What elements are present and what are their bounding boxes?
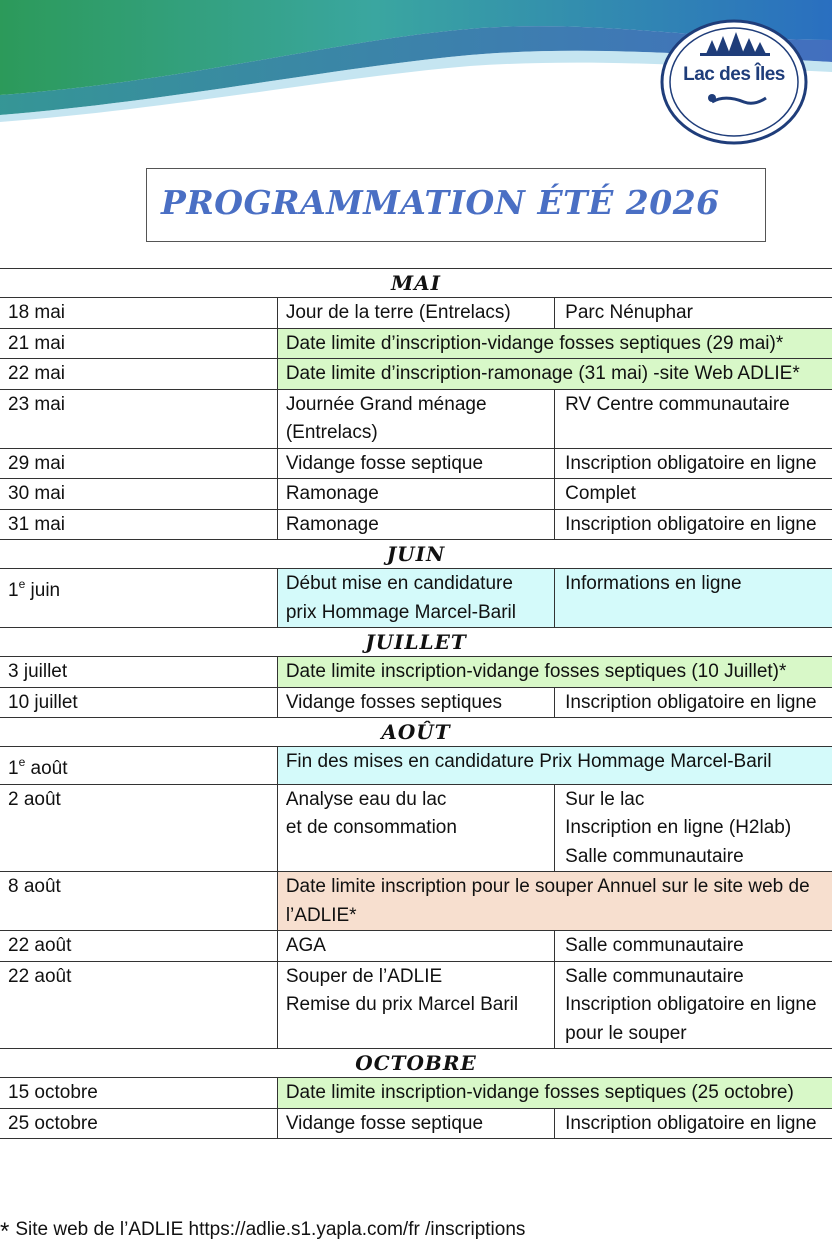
date-cell <box>0 747 277 785</box>
month-row-mai <box>0 269 832 298</box>
event-cell: Date limite inscription-vidange fosses septiques (10 Juillet)* <box>277 657 832 688</box>
date-cell: 8 août <box>0 872 277 931</box>
event-cell: Ramonage <box>277 509 554 540</box>
date-number: 1 <box>8 580 19 601</box>
table-row <box>0 359 832 390</box>
table-row <box>0 298 832 329</box>
month-row-juin <box>0 540 832 569</box>
place-cell: Inscription obligatoire en ligne <box>555 448 832 479</box>
event-cell: Date limite d’inscription-vidange fosses septiques (29 mai)* <box>277 328 832 359</box>
date-cell: 22 mai <box>0 359 277 390</box>
table-row <box>0 448 832 479</box>
table-row <box>0 687 832 718</box>
event-cell: Journée Grand ménage (Entrelacs) <box>277 389 554 448</box>
table-row <box>0 389 832 448</box>
event-cell <box>277 784 554 872</box>
table-row <box>0 657 832 688</box>
date-cell: 31 mai <box>0 509 277 540</box>
place-cell: Salle communautaire <box>555 931 832 962</box>
place-cell: Inscription obligatoire en ligne <box>555 1108 832 1139</box>
date-cell: 29 mai <box>0 448 277 479</box>
table-row <box>0 328 832 359</box>
date-cell: 22 août <box>0 961 277 1049</box>
event-cell: Vidange fosses septiques <box>277 687 554 718</box>
event-line: Souper de l’ADLIE <box>285 965 443 987</box>
footnote-text[interactable]: Site web de l’ADLIE https://adlie.s1.yapla.com/fr /inscriptions <box>15 1219 526 1240</box>
place-cell <box>555 784 832 872</box>
date-cell: 2 août <box>0 784 277 872</box>
date-number: 1 <box>8 758 19 779</box>
table-row <box>0 1108 832 1139</box>
table-row <box>0 872 832 931</box>
place-cell: Informations en ligne <box>555 569 832 628</box>
month-header: JUIN <box>0 540 832 569</box>
logo-text: Lac des Îles <box>683 64 785 85</box>
date-cell: 30 mai <box>0 479 277 510</box>
date-superscript: e <box>18 577 26 591</box>
event-line: Analyse eau du lac <box>285 788 447 810</box>
event-cell: Vidange fosse septique <box>277 1108 554 1139</box>
event-line: Remise du prix Marcel Baril <box>285 994 519 1015</box>
date-cell: 3 juillet <box>0 657 277 688</box>
date-cell: 23 mai <box>0 389 277 448</box>
event-cell: Jour de la terre (Entrelacs) <box>277 298 554 329</box>
date-month: juin <box>25 580 61 601</box>
table-row <box>0 509 832 540</box>
table-row <box>0 1078 832 1109</box>
place-line: Inscription obligatoire en ligne pour le souper <box>565 994 817 1044</box>
event-cell: Début mise en candidature prix Hommage Marcel-Baril <box>277 569 554 628</box>
place-cell: RV Centre communautaire <box>555 389 832 448</box>
page-title: PROGRAMMATION ÉTÉ 2026 <box>161 183 720 222</box>
date-cell <box>0 569 277 628</box>
place-cell: Inscription obligatoire en ligne <box>555 509 832 540</box>
place-cell: Parc Nénuphar <box>555 298 832 329</box>
month-header: AOÛT <box>0 718 832 747</box>
table-row <box>0 931 832 962</box>
month-header: OCTOBRE <box>0 1049 832 1078</box>
schedule-table <box>0 268 832 1139</box>
place-cell: Inscription obligatoire en ligne <box>555 687 832 718</box>
date-cell: 10 juillet <box>0 687 277 718</box>
date-cell: 25 octobre <box>0 1108 277 1139</box>
place-line: Inscription en ligne (H2lab) <box>565 817 792 838</box>
month-row-octobre <box>0 1049 832 1078</box>
event-line: et de consommation <box>285 817 457 838</box>
event-cell <box>277 961 554 1049</box>
place-cell <box>555 961 832 1049</box>
event-cell: Fin des mises en candidature Prix Hommage Marcel-Baril <box>277 747 832 785</box>
footnote-asterisk: * <box>0 1218 10 1245</box>
month-header: MAI <box>0 269 832 298</box>
table-row <box>0 479 832 510</box>
event-cell: Date limite inscription-vidange fosses septiques (25 octobre) <box>277 1078 832 1109</box>
month-row-juillet <box>0 628 832 657</box>
table-row <box>0 784 832 872</box>
date-cell: 18 mai <box>0 298 277 329</box>
footnote <box>0 1218 525 1246</box>
month-row-aout <box>0 718 832 747</box>
date-month: août <box>25 758 68 779</box>
date-superscript: e <box>18 755 26 769</box>
title-box <box>146 168 766 242</box>
place-cell: Complet <box>555 479 832 510</box>
table-row <box>0 961 832 1049</box>
association-logo <box>660 18 808 146</box>
month-header: JUILLET <box>0 628 832 657</box>
event-cell: Date limite d’inscription-ramonage (31 mai) -site Web ADLIE* <box>277 359 832 390</box>
place-line: Sur le lac <box>565 788 645 810</box>
table-row <box>0 747 832 785</box>
event-cell: Date limite inscription pour le souper Annuel sur le site web de l’ADLIE* <box>277 872 832 931</box>
date-cell: 22 août <box>0 931 277 962</box>
place-line: Salle communautaire <box>565 965 744 987</box>
table-row <box>0 569 832 628</box>
event-cell: Vidange fosse septique <box>277 448 554 479</box>
date-cell: 15 octobre <box>0 1078 277 1109</box>
event-cell: Ramonage <box>277 479 554 510</box>
date-cell: 21 mai <box>0 328 277 359</box>
event-cell: AGA <box>277 931 554 962</box>
place-line: Salle communautaire <box>565 845 744 867</box>
